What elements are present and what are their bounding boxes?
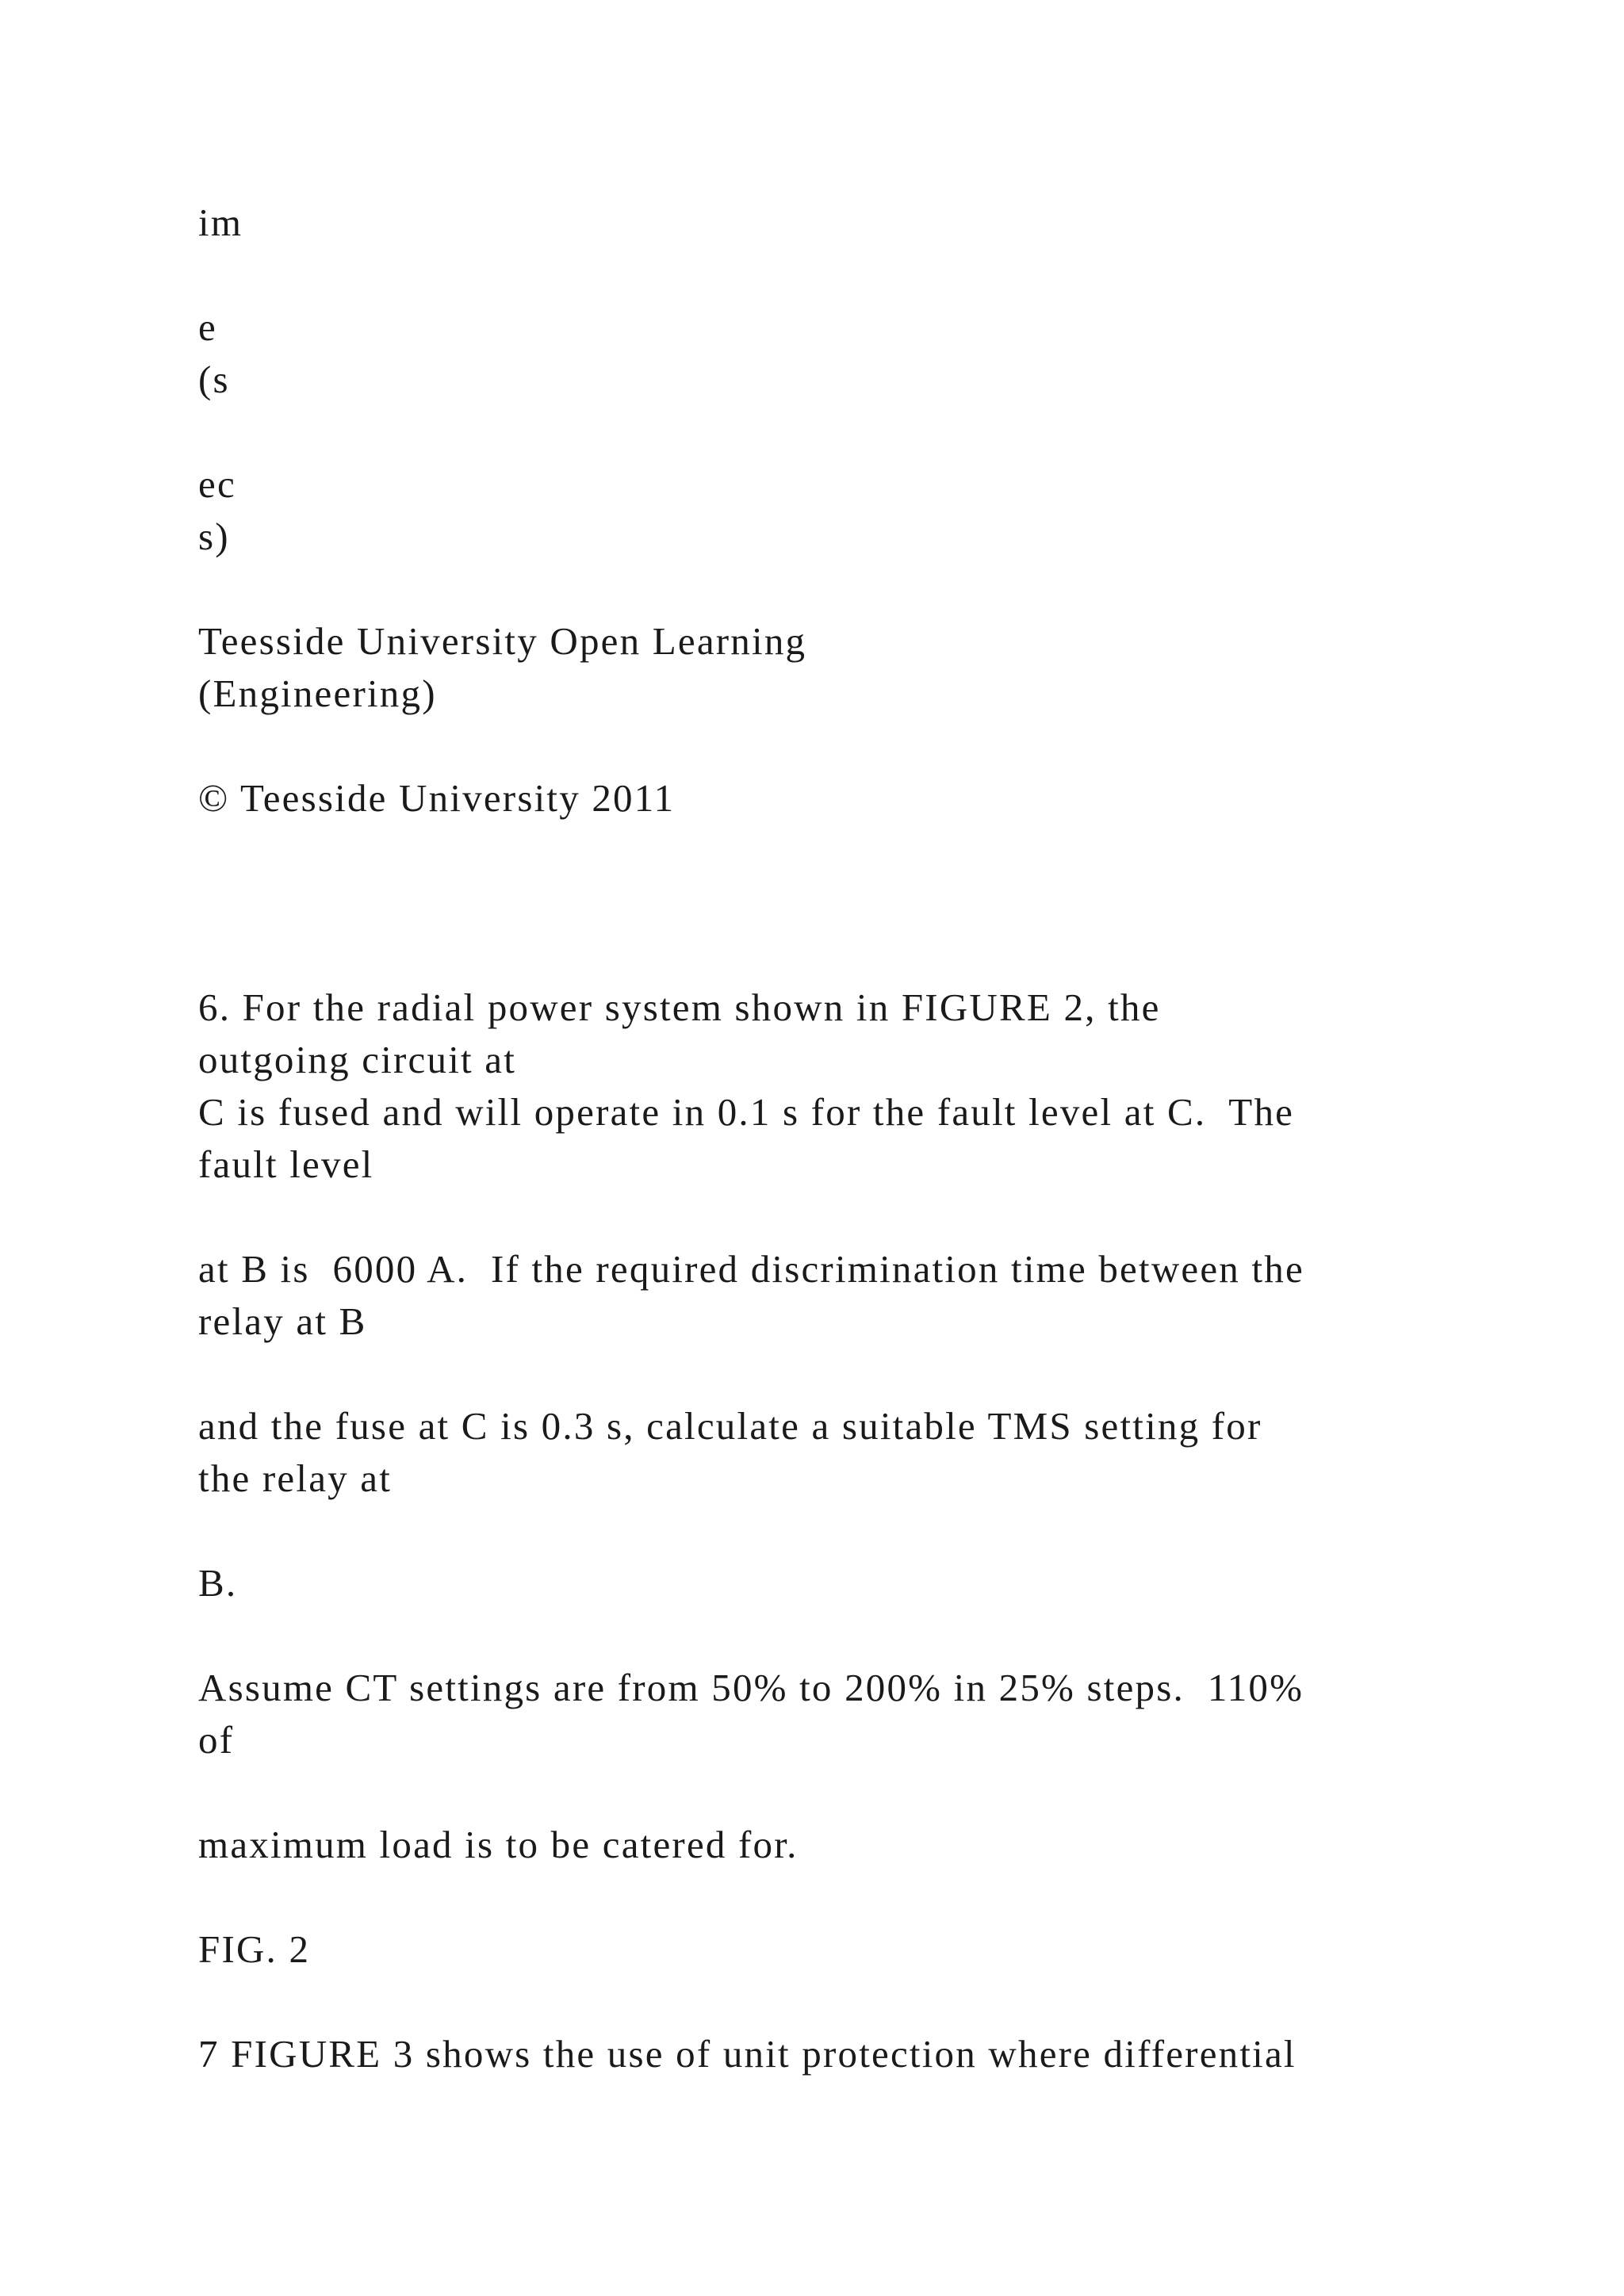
question6-line: Assume CT settings are from 50% to 200% in 25% steps. 110%	[198, 1666, 1304, 1709]
question6-line: 6. For the radial power system shown in FIGURE 2, the	[198, 985, 1161, 1029]
question6-line: relay at B	[198, 1299, 367, 1343]
question6-line: B.	[198, 1561, 238, 1605]
question6-line: and the fuse at C is 0.3 s, calculate a suitable TMS setting for	[198, 1404, 1262, 1448]
figure-2-label: FIG. 2	[198, 1927, 311, 1971]
question7-line: 7 FIGURE 3 shows the use of unit protection where differential	[198, 2032, 1297, 2076]
question6-line: fault level	[198, 1142, 374, 1186]
axis-fragment-e: e	[198, 305, 217, 349]
copyright-notice: © Teesside University 2011	[198, 776, 676, 820]
institution-department: (Engineering)	[198, 672, 437, 715]
axis-fragment-ec: ec	[198, 462, 236, 506]
question6-line: maximum load is to be catered for.	[198, 1823, 799, 1866]
axis-fragment-im: im	[198, 201, 243, 244]
question6-line: at B is 6000 A. If the required discrimination time between the	[198, 1247, 1304, 1291]
question6-line: the relay at	[198, 1456, 393, 1500]
question6-line: outgoing circuit at	[198, 1038, 517, 1081]
axis-fragment-paren-s: (s	[198, 358, 230, 401]
axis-fragment-s-paren: s)	[198, 515, 230, 558]
question6-line: of	[198, 1718, 235, 1762]
question6-line: C is fused and will operate in 0.1 s for the fault level at C. The	[198, 1090, 1295, 1134]
institution-name: Teesside University Open Learning	[198, 619, 807, 663]
